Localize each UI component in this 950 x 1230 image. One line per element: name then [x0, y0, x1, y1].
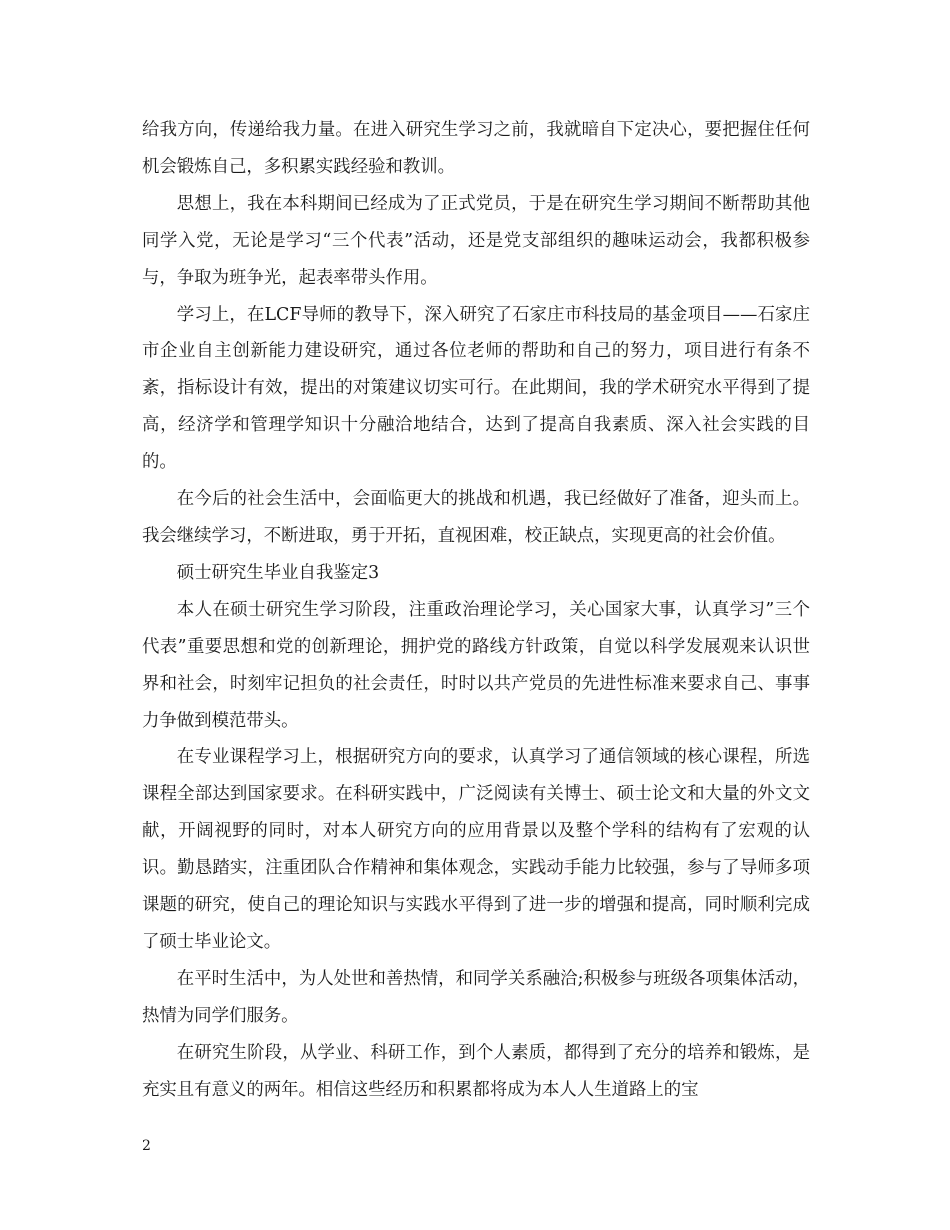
- paragraph-ideology: 思想上，我在本科期间已经成为了正式党员，于是在研究生学习期间不断帮助其他同学入党，无论是学习“三个代表”活动，还是党支部组织的趣味运动会，我都积极参与，争取为班争光，起表率带头作用。: [142, 193, 810, 288]
- section-heading: 硕士研究生毕业自我鉴定3: [176, 562, 380, 583]
- paragraph-coursework: 在专业课程学习上，根据研究方向的要求，认真学习了通信领域的核心课程，所选课程全部达到国家要求。在科研实践中，广泛阅读有关博士、硕士论文和大量的外文文献，开阔视野的同时，对本人研究方向的应用背景以及整个学科的结构有了宏观的认识。勤恳踏实，注重团队合作精神和集体观念，实践动手能力比较强，参与了导师多项课题的研究，使自己的理论知识与实践水平得到了进一步的增强和提高，同时顺利完成了硕士毕业论文。: [142, 747, 810, 952]
- paragraph-study: 学习上，在LCF导师的教导下，深入研究了石家庄市科技局的基金项目——石家庄市企业自主创新能力建设研究，通过各位老师的帮助和自己的努力，项目进行有条不紊，指标设计有效，提出的对策建议切实可行。在此期间，我的学术研究水平得到了提高，经济学和管理学知识十分融洽地结合，达到了提高自我素质、深入社会实践的目的。: [142, 304, 810, 473]
- paragraph-life: 在平时生活中，为人处世和善热情，和同学关系融洽;积极参与班级各项集体活动，热情为同学们服务。: [142, 968, 810, 1026]
- page-number: 2: [142, 1138, 151, 1154]
- document-body: [142, 112, 810, 1108]
- paragraph-summary: 在研究生阶段，从学业、科研工作，到个人素质，都得到了充分的培养和锻炼，是充实且有意义的两年。相信这些经历和积累都将成为本人人生道路上的宝: [142, 1042, 810, 1100]
- paragraph-future: 在今后的社会生活中，会面临更大的挑战和机遇，我已经做好了准备，迎头而上。我会继续学习，不断进取，勇于开拓，直视困难，校正缺点，实现更高的社会价值。: [142, 489, 810, 546]
- paragraph-continuation: 给我方向，传递给我力量。在进入研究生学习之前，我就暗自下定决心，要把握住任何机会锻炼自己，多积累实践经验和教训。: [142, 120, 810, 177]
- paragraph-politics: 本人在硕士研究生学习阶段，注重政治理论学习，关心国家大事，认真学习”三个代表”重要思想和党的创新理论，拥护党的路线方针政策，自觉以科学发展观来认识世界和社会，时刻牢记担负的社会责任，时时以共产党员的先进性标准来要求自己、事事力争做到模范带头。: [142, 599, 810, 731]
